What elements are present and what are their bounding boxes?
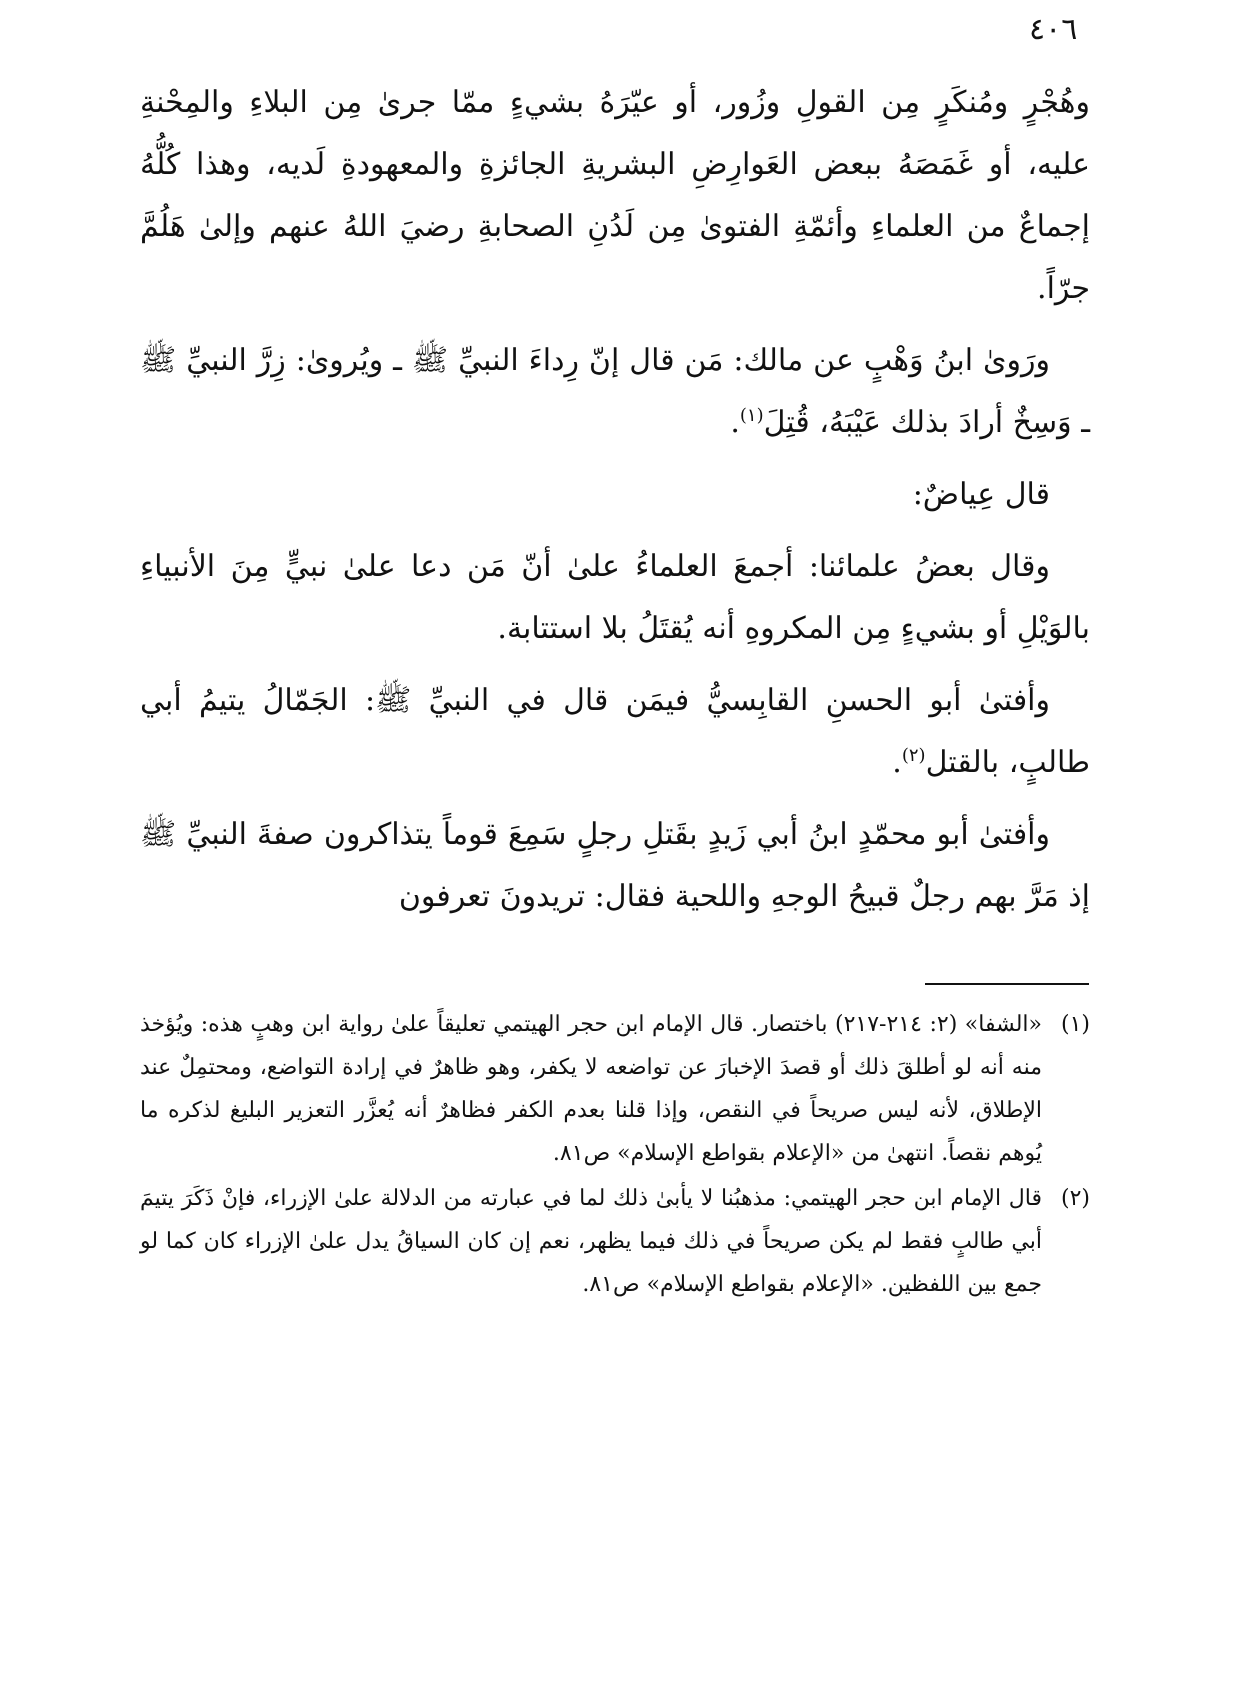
paragraph: وقال بعضُ علمائنا: أجمعَ العلماءُ علىٰ أنّ مَن دعا علىٰ نبيٍّ مِنَ الأنبياءِ بالوَيْلِ أو بشيءٍ مِن المكروهِ أنه يُقتَلُ بلا استتابة. bbox=[140, 549, 1090, 646]
footnotes-section bbox=[140, 1003, 1090, 1308]
main-text bbox=[140, 72, 1090, 938]
footnote-divider bbox=[925, 983, 1089, 985]
paragraph: قال عِياضٌ: bbox=[912, 477, 1050, 512]
footnote-text: «الشفا» (٢: ٢١٤-٢١٧) باختصار. قال الإمام ابن حجر الهيتمي تعليقاً علىٰ رواية ابن وهبٍ هذه: ويُؤخذ منه أنه لو أطلقَ ذلك أو قصدَ الإخبارَ عن تواضعه لا يكفر، وهو ظاهرٌ في إرادة التواضع، ومحتمِلٌ عند الإطلاق، لأنه ليس صريحاً في النقص، وإذا قلنا بعدم الكفر فظاهرٌ أنه يُعزَّر التعزير البليغ لذكره ما يُوهم نقصاً. انتهىٰ من «الإعلام بقواطع الإسلام» ص٨١. bbox=[140, 1012, 1042, 1166]
footnote-number: (٢) bbox=[1060, 1186, 1090, 1211]
paragraph: وهُجْرٍ ومُنكَرٍ مِن القولِ وزُور، أو عيّرَهُ بشيءٍ ممّا جرىٰ مِن البلاءِ والمِحْنةِ عليه، أو غَمَصَهُ ببعض العَوارِضِ البشريةِ الجائزةِ والمعهودةِ لَديه، وهذا كُلُّهُ إجماعٌ من العلماءِ وأئمّةِ الفتوىٰ مِن لَدُنِ الصحابةِ رضيَ اللهُ عنهم وإلىٰ هَلُمَّ جرّاً. bbox=[140, 85, 1090, 306]
paragraph-text: وأفتىٰ أبو الحسنِ القابِسيُّ فيمَن قال في النبيِّ ﷺ: الجَمّالُ يتيمُ أبي طالبٍ، بالقتل bbox=[140, 683, 1090, 780]
footnote bbox=[140, 1003, 1090, 1175]
paragraph bbox=[140, 330, 1090, 454]
paragraph-end: . bbox=[892, 745, 902, 780]
paragraph-end: . bbox=[730, 405, 740, 440]
footnote-marker[interactable]: (٢) bbox=[901, 745, 926, 766]
paragraph bbox=[140, 670, 1090, 794]
footnote-marker[interactable]: (١) bbox=[739, 405, 764, 426]
paragraph: وأفتىٰ أبو محمّدٍ ابنُ أبي زَيدٍ بقَتلِ رجلٍ سَمِعَ قوماً يتذاكرون صفةَ النبيِّ ﷺ إذ مَرَّ بهم رجلٌ قبيحُ الوجهِ واللحية فقال: تريدونَ تعرفون bbox=[140, 817, 1090, 914]
footnote-number: (١) bbox=[1060, 1012, 1090, 1037]
page-number: ٤٠٦ bbox=[1029, 12, 1078, 47]
footnote-text: قال الإمام ابن حجر الهيتمي: مذهبُنا لا يأبىٰ ذلك لما في عبارته من الدلالة علىٰ الإزراء، فإنْ ذَكَرَ يتيمَ أبي طالبٍ فقط لم يكن صريحاً في ذلك فيما يظهر، نعم إن كان السياقُ يدل علىٰ الإزراء كان كما لو جمع بين اللفظين. «الإعلام بقواطع الإسلام» ص٨١. bbox=[140, 1186, 1042, 1297]
footnote bbox=[140, 1177, 1090, 1306]
paragraph-text: ورَوىٰ ابنُ وَهْبٍ عن مالك: مَن قال إنّ رِداءَ النبيِّ ﷺ ـ ويُروىٰ: زِرَّ النبيِّ ﷺ ـ وَسِخٌ أرادَ بذلك عَيْبَهُ، قُتِلَ bbox=[140, 343, 1090, 440]
